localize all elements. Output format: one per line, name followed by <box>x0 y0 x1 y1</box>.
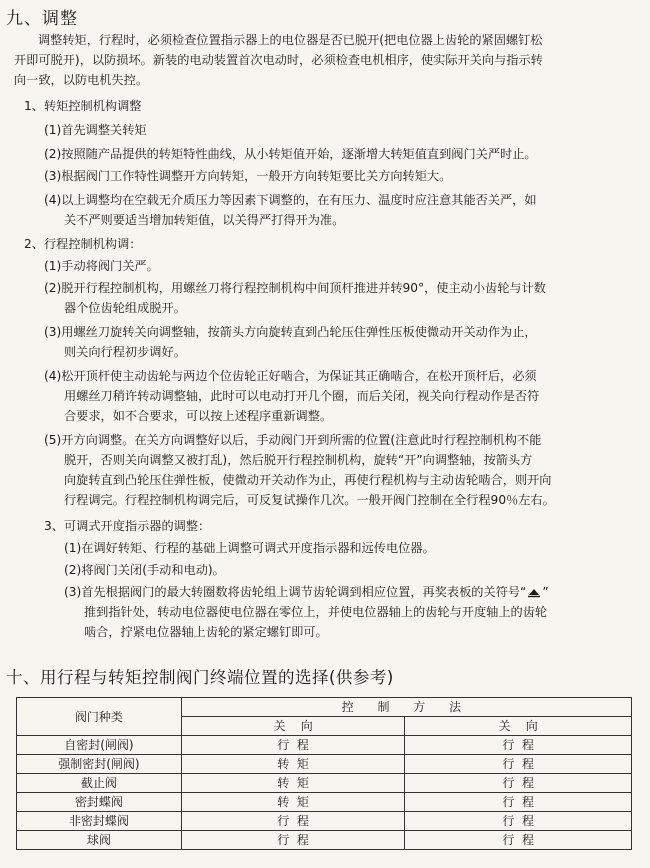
cell-valve-type: 密封蝶阀 <box>17 793 182 812</box>
col-header-control-method: 控 制 方 法 <box>181 698 631 717</box>
sub2-item-3-line-2: 则关向行程初步调好。 <box>64 345 186 359</box>
cell-method-b: 行 程 <box>405 793 632 812</box>
sub-header-1: 关 向 <box>181 717 405 736</box>
cell-method-a: 行 程 <box>181 736 405 755</box>
sub3-item-2: (2)将阀门关闭(手动和电动)。 <box>64 563 225 577</box>
sub-header-2: 关 向 <box>405 717 632 736</box>
section-9-title: 九、调整 <box>6 9 78 29</box>
cell-method-b: 行 程 <box>405 774 632 793</box>
subsection-3-title: 3、可调式开度指示器的调整： <box>44 519 211 533</box>
sub3-item-3-line-1-text: (3)首先根据阀门的最大转圈数将齿轮组上调节齿轮调到相应位置，再奖表板的关符号“ <box>64 585 527 599</box>
cell-valve-type: 球阀 <box>17 831 182 850</box>
sub1-item-1: (1)首先调整关转矩 <box>44 123 147 137</box>
cell-method-a: 转 矩 <box>181 755 405 774</box>
cell-valve-type: 强制密封(闸阀) <box>17 755 182 774</box>
sub2-item-4-line-2: 用螺丝刀稍许转动调整轴，此时可以电动打开几个圈，而后关闭，视关向行程动作是否符 <box>64 389 540 403</box>
intro-line-1: 调整转矩，行程时，必须检查位置指示器上的电位器是否已脱开(把电位器上齿轮的紧固螺钉松 <box>38 33 543 47</box>
sub2-item-5-line-1: (5)开方向调整。在关方向调整好以后，手动阀门开到所需的位置(注意此时行程控制机构不能 <box>44 433 542 447</box>
sub2-item-2-line-1: (2)脱开行程控制机构，用螺丝刀将行程控制机构中间顶杆推进并转90°，使主动小齿轮与计数 <box>44 281 546 295</box>
sub3-item-3-line-3: 啮合，拧紧电位器轴上齿轮的紧定螺钉即可。 <box>84 625 328 639</box>
sub1-item-2: (2)按照随产品提供的转矩特性曲线，从小转矩值开始，逐渐增大转矩值直到阀门关严时止。 <box>44 147 537 161</box>
sub3-item-1: (1)在调好转矩、行程的基础上调整可调式开度指示器和远传电位器。 <box>64 541 435 555</box>
close-symbol-quote: ” <box>542 585 549 599</box>
sub2-item-3-line-1: (3)用螺丝刀旋转关向调整轴，按箭头方向旋转直到凸轮压住弹性压板使微动开关动作为止， <box>44 325 537 339</box>
sub2-item-5-line-3: 向旋转直到凸轮压住弹性板，使微动开关动作为止，再使行程机构与主动齿轮啮合，则开向 <box>64 473 552 487</box>
table-row <box>17 793 632 812</box>
cell-valve-type: 截止阀 <box>17 774 182 793</box>
subsection-1-title: 1、转矩控制机构调整 <box>24 99 142 113</box>
cell-method-b: 行 程 <box>405 736 632 755</box>
sub1-item-3: (3)根据阀门工作特性调整开方向转矩，一般开方向转矩要比关方向转矩大。 <box>44 169 452 183</box>
cell-method-b: 行 程 <box>405 755 632 774</box>
table-row <box>17 755 632 774</box>
subsection-2-title: 2、行程控制机构调： <box>24 237 142 251</box>
cell-method-a: 行 程 <box>181 812 405 831</box>
cell-valve-type: 非密封蝶阀 <box>17 812 182 831</box>
sub1-item-4-line-1: (4)以上调整均在空载无介质压力等因素下调整的，在有压力、温度时应注意其能否关严，如 <box>44 193 537 207</box>
sub3-item-3-line-1 <box>64 582 549 602</box>
cell-method-b: 行 程 <box>405 831 632 850</box>
sub2-item-1: (1)手动将阀门关严。 <box>44 259 159 273</box>
table-row <box>17 736 632 755</box>
valve-control-table <box>16 697 632 850</box>
close-symbol-icon <box>527 588 541 598</box>
sub1-item-4-line-2: 关不严则要适当增加转矩值，以关得严打得开为准。 <box>64 213 345 227</box>
table-row <box>17 812 632 831</box>
cell-method-a: 转 矩 <box>181 793 405 812</box>
cell-method-a: 转 矩 <box>181 774 405 793</box>
sub2-item-5-line-4: 行程调完。行程控制机构调完后，可反复试操作几次。一般开阀门控制在全行程90％左右。 <box>64 493 555 507</box>
section-10-title: 十、用行程与转矩控制阀门终端位置的选择(供参考) <box>6 668 394 687</box>
cell-valve-type: 自密封(闸阀) <box>17 736 182 755</box>
sub2-item-5-line-2: 脱开，否则关向调整又被打乱)，然后脱开行程控制机构，旋转“开”向调整轴，按箭头方 <box>64 453 533 467</box>
sub2-item-4-line-3: 合要求，如不合要求，可以按上述程序重新调整。 <box>64 409 333 423</box>
intro-line-2: 开即可脱开)，以防损坏。新装的电动装置首次电动时，必须检查电机相序，使实际开关向与指示转 <box>14 53 543 67</box>
cell-method-b: 行 程 <box>405 812 632 831</box>
intro-line-3: 向一致，以防电机失控。 <box>14 73 149 87</box>
cell-method-a: 行 程 <box>181 831 405 850</box>
sub2-item-4-line-1: (4)松开顶杆使主动齿轮与两边个位齿轮正好啮合，为保证其正确啮合，在松开顶杆后，必须 <box>44 369 537 383</box>
sub3-item-3-line-2: 推到指针处，转动电位器使电位器在零位上，并使电位器轴上的齿轮与开度轴上的齿轮 <box>84 605 548 619</box>
table-row <box>17 774 632 793</box>
table-row <box>17 831 632 850</box>
col-header-valve-type: 阀门种类 <box>17 698 182 736</box>
sub2-item-2-line-2: 器个位齿轮组成脱开。 <box>64 301 186 315</box>
